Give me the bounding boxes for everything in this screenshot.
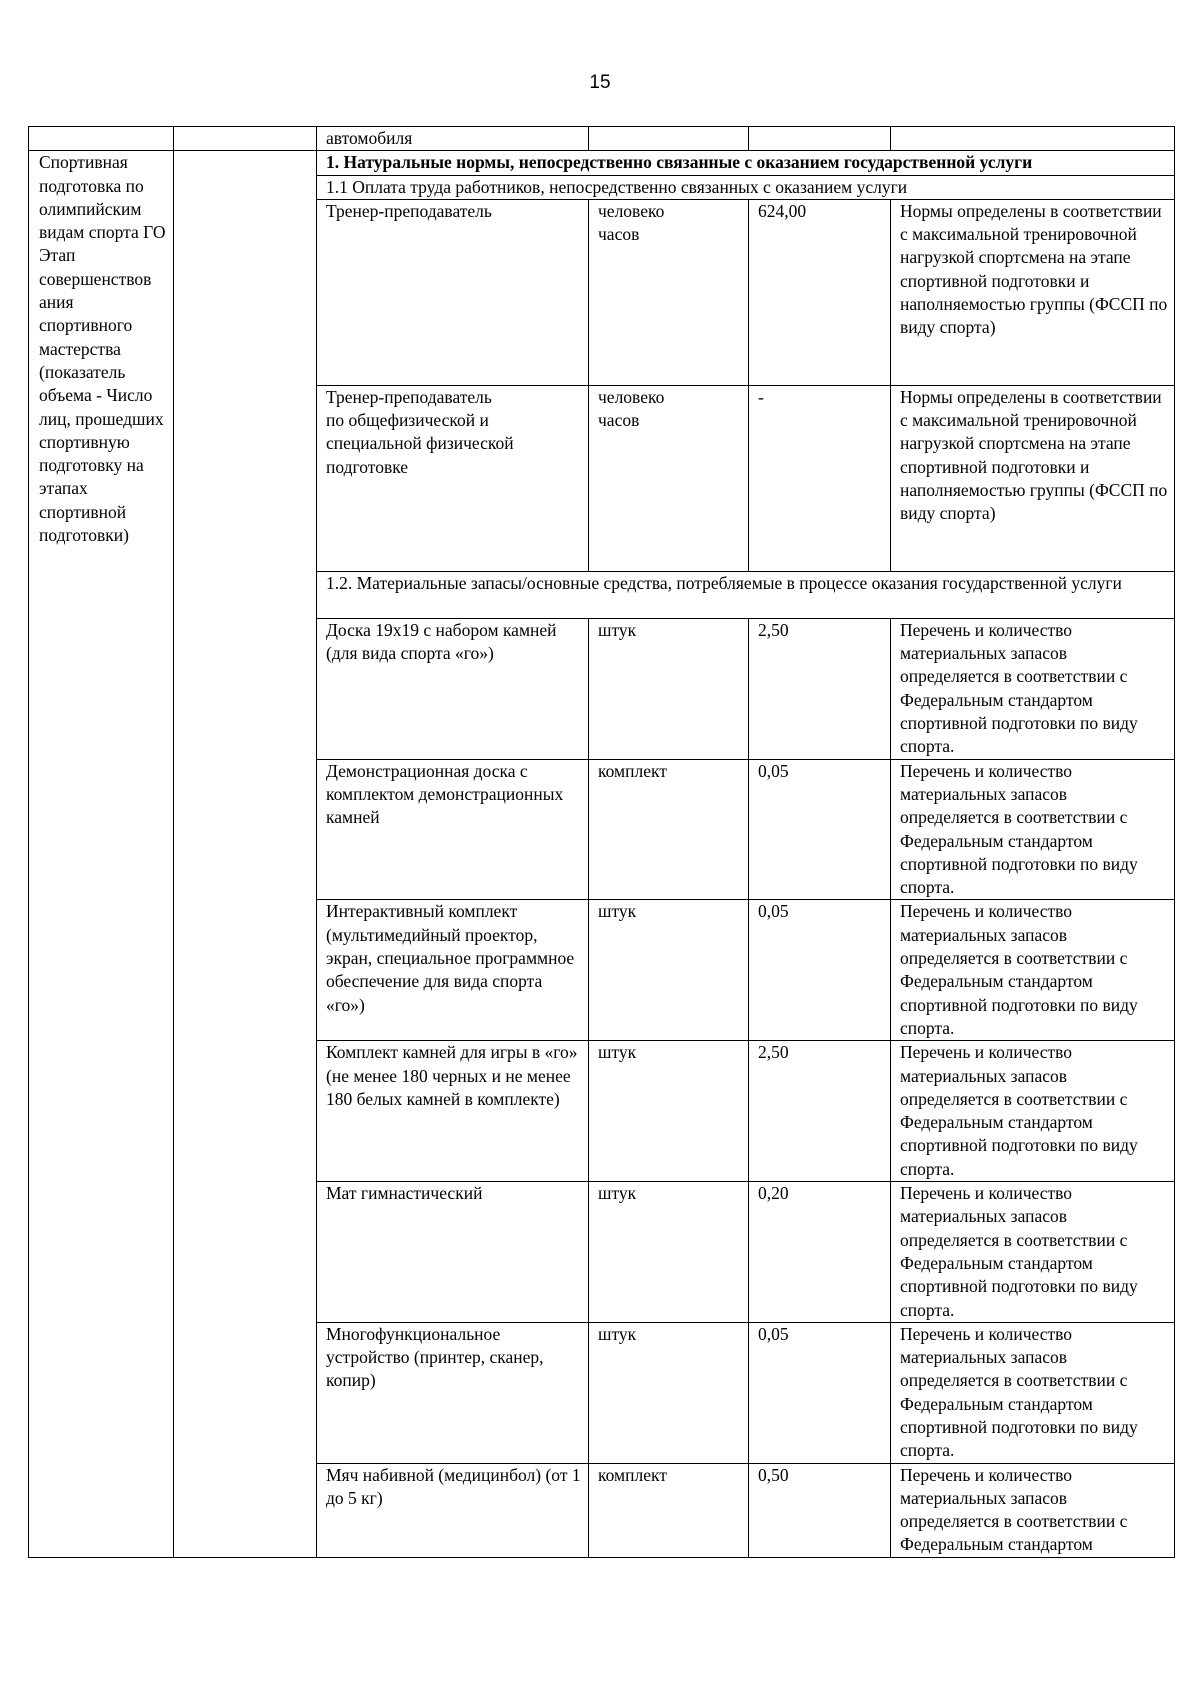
cell-empty — [174, 127, 317, 151]
note: Нормы определены в соответствии с максимальной тренировочной нагрузкой спортсмена на этапе спортивной подготовки и наполняемостью группы (ФССП по виду спорта) — [891, 199, 1175, 385]
note: Перечень и количество материальных запасов определяется в соответствии с Федеральным стандартом спортивной подготовки по виду спорта. — [891, 1182, 1175, 1323]
unit: комплект — [589, 759, 749, 900]
norm-value: 2,50 — [749, 1041, 891, 1182]
table-row — [29, 127, 1175, 151]
cell-empty — [589, 127, 749, 151]
norm-value: 0,05 — [749, 759, 891, 900]
table-row — [29, 151, 1175, 175]
cell-empty — [891, 127, 1175, 151]
cell-empty — [174, 151, 317, 1557]
staff-name: Тренер-преподаватель по общефизической и специальной физической подготовке — [317, 385, 589, 571]
note: Перечень и количество материальных запасов определяется в соответствии с Федеральным стандартом — [891, 1463, 1175, 1557]
norm-value: 624,00 — [749, 199, 891, 385]
note: Перечень и количество материальных запасов определяется в соответствии с Федеральным стандартом спортивной подготовки по виду спорта. — [891, 1041, 1175, 1182]
norm-value: 0,05 — [749, 1322, 891, 1463]
subsection-title: 1.2. Материальные запасы/основные средства, потребляемые в процессе оказания государственной услуги — [317, 571, 1175, 618]
cell-empty — [29, 127, 174, 151]
unit: человеко часов — [589, 385, 749, 571]
unit: штук — [589, 900, 749, 1041]
norm-value: 0,05 — [749, 900, 891, 1041]
unit: штук — [589, 1041, 749, 1182]
norms-table — [28, 126, 1175, 1558]
norm-value: - — [749, 385, 891, 571]
service-name: Спортивная подготовка по олимпийским видам спорта ГО Этап совершенствов ания спортивного мастерства (показатель объема - Число лиц, прошедших спортивную подготовку на этапах спортивной подготовки) — [29, 151, 174, 1557]
material-name: Мяч набивной (медицинбол) (от 1 до 5 кг) — [317, 1463, 589, 1557]
note: Перечень и количество материальных запасов определяется в соответствии с Федеральным стандартом спортивной подготовки по виду спорта. — [891, 900, 1175, 1041]
norm-value: 2,50 — [749, 618, 891, 759]
material-name: Многофункциональное устройство (принтер, сканер, копир) — [317, 1322, 589, 1463]
note: Перечень и количество материальных запасов определяется в соответствии с Федеральным стандартом спортивной подготовки по виду спорта. — [891, 1322, 1175, 1463]
note: Перечень и количество материальных запасов определяется в соответствии с Федеральным стандартом спортивной подготовки по виду спорта. — [891, 759, 1175, 900]
page-number: 15 — [589, 72, 611, 93]
norm-value: 0,50 — [749, 1463, 891, 1557]
unit: штук — [589, 1182, 749, 1323]
note: Нормы определены в соответствии с максимальной тренировочной нагрузкой спортсмена на этапе спортивной подготовки и наполняемостью группы (ФССП по виду спорта) — [891, 385, 1175, 571]
material-name: Доска 19х19 с набором камней (для вида спорта «го») — [317, 618, 589, 759]
section-title: 1. Натуральные нормы, непосредственно связанные с оказанием государственной услуги — [317, 151, 1175, 175]
material-name: Интерактивный комплект (мультимедийный проектор, экран, специальное программное обеспечение для вида спорта «го») — [317, 900, 589, 1041]
norm-value: 0,20 — [749, 1182, 891, 1323]
material-name: Комплект камней для игры в «го» (не менее 180 черных и не менее 180 белых камней в комплекте) — [317, 1041, 589, 1182]
staff-name: Тренер-преподаватель — [317, 199, 589, 385]
unit: штук — [589, 1322, 749, 1463]
unit: комплект — [589, 1463, 749, 1557]
material-name: Демонстрационная доска с комплектом демонстрационных камней — [317, 759, 589, 900]
unit: штук — [589, 618, 749, 759]
note: Перечень и количество материальных запасов определяется в соответствии с Федеральным стандартом спортивной подготовки по виду спорта. — [891, 618, 1175, 759]
unit: человеко часов — [589, 199, 749, 385]
material-name: автомобиля — [317, 127, 589, 151]
subsection-title: 1.1 Оплата труда работников, непосредственно связанных с оказанием услуги — [317, 175, 1175, 199]
material-name: Мат гимнастический — [317, 1182, 589, 1323]
cell-empty — [749, 127, 891, 151]
